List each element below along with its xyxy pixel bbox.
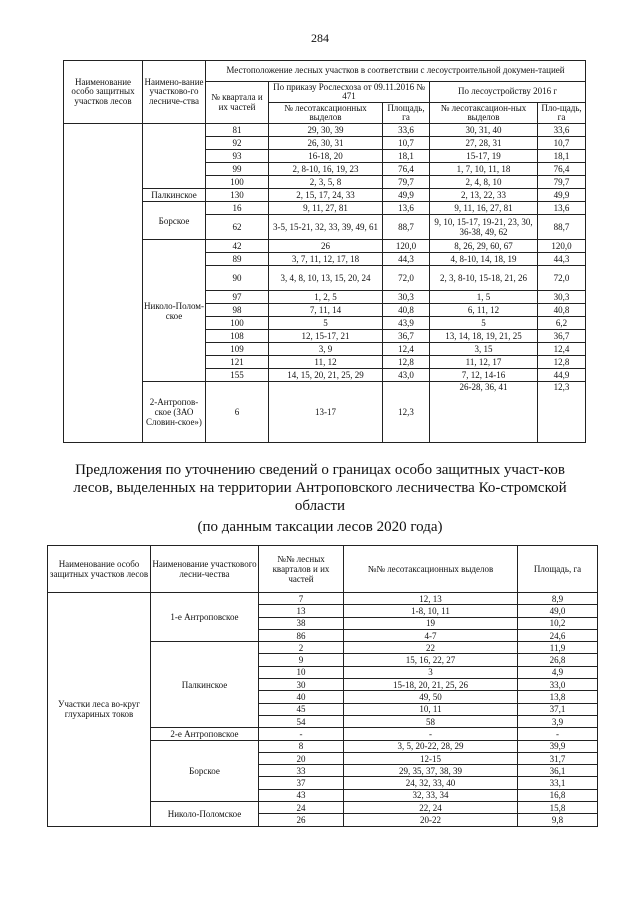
t1-plots: 3, 7, 11, 12, 17, 18 [269,253,383,266]
t2-quarter: 24 [259,802,344,814]
t2-forestry-cell: 2-е Антроповское [151,728,259,740]
t1-area: 72,0 [383,266,430,291]
t1-area: 88,7 [383,215,430,240]
t1-quarter: 100 [206,317,269,330]
t1-area2: 10,7 [538,137,586,150]
t1-forestry-cell: Николо-Поломское [143,240,206,382]
t1-area: 12,4 [383,343,430,356]
t1-plots2: 6, 11, 12 [430,304,538,317]
t2-forestry-cell: Борское [151,740,259,801]
t1-plots2: 15-17, 19 [430,150,538,163]
t2-category-cell: Участки леса во-круг глухариных токов [48,593,151,827]
t2-plots: 12, 13 [344,593,518,605]
t1-plots: 2, 8-10, 16, 19, 23 [269,163,383,176]
t1-area: 43,0 [383,369,430,382]
t1-area2: 33,6 [538,124,586,137]
t1-plots2: 27, 28, 31 [430,137,538,150]
t1-area: 76,4 [383,163,430,176]
t1-header-area2: Пло-щадь, га [538,103,586,124]
t1-header-name: Наименование особо защитных участков лесов [64,61,143,124]
t1-area2: 76,4 [538,163,586,176]
t2-area: - [518,728,598,740]
t1-area2: 88,7 [538,215,586,240]
t2-plots: 3, 5, 20-22, 28, 29 [344,740,518,752]
t2-area: 31,7 [518,752,598,764]
t2-plots: 10, 11 [344,703,518,715]
t2-plots: 4-7 [344,629,518,641]
t1-header-order: По приказу Рослесхоза от 09.11.2016 № 471 [269,82,430,103]
t1-plots2: 30, 31, 40 [430,124,538,137]
t1-plots: 12, 15-17, 21 [269,330,383,343]
t2-quarter: 54 [259,715,344,727]
t1-quarter: 155 [206,369,269,382]
t1-area2: 12,3 [538,382,586,443]
t2-area: 49,0 [518,605,598,617]
t2-quarter: 86 [259,629,344,641]
t1-plots: 5 [269,317,383,330]
t2-area: 13,8 [518,691,598,703]
t1-quarter: 89 [206,253,269,266]
t1-plots2: 5 [430,317,538,330]
t1-area: 10,7 [383,137,430,150]
t2-quarter: 10 [259,666,344,678]
t1-plots2: 2, 13, 22, 33 [430,189,538,202]
t1-area: 30,3 [383,291,430,304]
t2-area: 26,8 [518,654,598,666]
t1-area2: 79,7 [538,176,586,189]
t1-forestry-cell [143,124,206,189]
t1-area: 12,8 [383,356,430,369]
t1-plots2: 1, 7, 10, 11, 18 [430,163,538,176]
table-row [64,189,586,202]
t2-area: 37,1 [518,703,598,715]
t2-plots: 3 [344,666,518,678]
t2-area: 33,0 [518,679,598,691]
t2-quarter: 13 [259,605,344,617]
t2-area: 4,9 [518,666,598,678]
t2-plots: 58 [344,715,518,727]
t1-plots: 3, 9 [269,343,383,356]
t2-area: 24,6 [518,629,598,641]
t2-quarter: 40 [259,691,344,703]
t1-plots: 2, 3, 5, 8 [269,176,383,189]
t1-area: 18,1 [383,150,430,163]
t1-quarter: 130 [206,189,269,202]
t1-plots2: 1, 5 [430,291,538,304]
t1-area: 40,8 [383,304,430,317]
t2-area: 9,8 [518,814,598,826]
t2-plots: 20-22 [344,814,518,826]
t1-area: 49,9 [383,189,430,202]
t2-area: 36,1 [518,765,598,777]
page-number: 284 [311,31,329,45]
t2-plots: 32, 33, 34 [344,789,518,801]
t1-quarter: 92 [206,137,269,150]
t1-plots: 1, 2, 5 [269,291,383,304]
t2-area: 15,8 [518,802,598,814]
t2-header-name: Наименование особо защитных участков лесов [48,546,151,593]
t2-quarter: - [259,728,344,740]
t2-forestry-cell: Палкинское [151,642,259,728]
t1-plots2: 9, 11, 16, 27, 81 [430,202,538,215]
t2-quarter: 2 [259,642,344,654]
t1-plots: 11, 12 [269,356,383,369]
t2-plots: 15-18, 20, 21, 25, 26 [344,679,518,691]
t1-area: 79,7 [383,176,430,189]
t2-header-plots: №№ лесотаксационных выделов [344,546,518,593]
t2-plots: 1-8, 10, 11 [344,605,518,617]
t2-header-quarters: №№ лесных кварталов и их частей [259,546,344,593]
t1-area: 120,0 [383,240,430,253]
t2-area: 8,9 [518,593,598,605]
t1-area2: 49,9 [538,189,586,202]
t1-plots: 26 [269,240,383,253]
t2-header-area: Площадь, га [518,546,598,593]
table-row [48,593,598,605]
t1-header-plots: № лесотаксационных выделов [269,103,383,124]
t1-area2: 36,7 [538,330,586,343]
t1-plots2: 2, 4, 8, 10 [430,176,538,189]
table-row [64,202,586,215]
t1-plots2: 26-28, 36, 41 [430,382,538,443]
t1-area2: 12,8 [538,356,586,369]
t2-plots: 49, 50 [344,691,518,703]
t1-area2: 13,6 [538,202,586,215]
t1-plots2: 7, 12, 14-16 [430,369,538,382]
t1-header-plots2: № лесотаксацион-ных выделов [430,103,538,124]
t1-plots: 3, 4, 8, 10, 13, 15, 20, 24 [269,266,383,291]
t1-quarter: 90 [206,266,269,291]
t2-area: 33,1 [518,777,598,789]
t2-header-forestry: Наименование участкового лесни-чества [151,546,259,593]
t2-quarter: 45 [259,703,344,715]
t1-area2: 40,8 [538,304,586,317]
protected-areas-table [47,545,598,827]
t1-quarter: 100 [206,176,269,189]
table-row [64,124,586,137]
t1-plots2: 9, 10, 15-17, 19-21, 23, 30, 36-38, 49, 62 [430,215,538,240]
t1-area: 36,7 [383,330,430,343]
t1-plots: 2, 15, 17, 24, 33 [269,189,383,202]
t1-area2: 6,2 [538,317,586,330]
table-row [64,382,586,443]
t1-area2: 18,1 [538,150,586,163]
t1-header-area: Площадь, га [383,103,430,124]
t2-plots: 24, 32, 33, 40 [344,777,518,789]
t1-quarter: 109 [206,343,269,356]
t1-quarter: 121 [206,356,269,369]
t1-area2: 44,9 [538,369,586,382]
t1-plots2: 8, 26, 29, 60, 67 [430,240,538,253]
t2-plots: 22 [344,642,518,654]
t1-plots2: 3, 15 [430,343,538,356]
t2-plots: 29, 35, 37, 38, 39 [344,765,518,777]
section-heading: Предложения по уточнению сведений о границах особо защитных участ-ков лесов, выделенных на территории Антроповского лесничества Ко-стромской области [73,462,567,514]
t1-quarter: 42 [206,240,269,253]
t1-area: 44,3 [383,253,430,266]
t1-header-quarter: № квартала и их частей [206,82,269,124]
t2-quarter: 37 [259,777,344,789]
t1-quarter: 108 [206,330,269,343]
t1-quarter: 62 [206,215,269,240]
t1-plots: 7, 11, 14 [269,304,383,317]
t1-quarter: 97 [206,291,269,304]
t1-quarter: 98 [206,304,269,317]
t1-quarter: 93 [206,150,269,163]
t1-plots2: 13, 14, 18, 19, 21, 25 [430,330,538,343]
t2-quarter: 33 [259,765,344,777]
t1-area2: 120,0 [538,240,586,253]
t1-area2: 30,3 [538,291,586,304]
t1-plots: 29, 30, 39 [269,124,383,137]
t2-plots: 12-15 [344,752,518,764]
t1-area2: 12,4 [538,343,586,356]
t1-forestry-cell: Палкинское [143,189,206,202]
forest-location-table [63,60,586,443]
t1-forestry-cell: Борское [143,202,206,240]
t1-plots2: 2, 3, 8-10, 15-18, 21, 26 [430,266,538,291]
t1-header-location: Местоположение лесных участков в соответствии с лесоустроительной докумен-тацией [206,61,586,82]
t1-header-forestry: Наимено-вание участково-го лесниче-ства [143,61,206,124]
t1-quarter: 81 [206,124,269,137]
t2-plots: - [344,728,518,740]
t2-area: 16,8 [518,789,598,801]
t2-area: 3,9 [518,715,598,727]
t1-area: 12,3 [383,382,430,443]
t1-header-survey: По лесоустройству 2016 г [430,82,586,103]
t1-plots: 9, 11, 27, 81 [269,202,383,215]
t2-forestry-cell: 1-е Антроповское [151,593,259,642]
t1-plots2: 11, 12, 17 [430,356,538,369]
t2-forestry-cell: Николо-Поломское [151,802,259,827]
t2-plots: 22, 24 [344,802,518,814]
t2-quarter: 9 [259,654,344,666]
t1-area: 13,6 [383,202,430,215]
t1-plots: 13-17 [269,382,383,443]
t2-quarter: 7 [259,593,344,605]
t2-quarter: 26 [259,814,344,826]
t2-quarter: 43 [259,789,344,801]
t2-area: 39,9 [518,740,598,752]
t1-area2: 44,3 [538,253,586,266]
t1-plots: 26, 30, 31 [269,137,383,150]
t1-plots: 16-18, 20 [269,150,383,163]
t1-quarter: 16 [206,202,269,215]
t2-quarter: 8 [259,740,344,752]
t1-quarter: 99 [206,163,269,176]
t2-quarter: 38 [259,617,344,629]
t1-area: 33,6 [383,124,430,137]
t1-plots: 3-5, 15-21, 32, 33, 39, 49, 61 [269,215,383,240]
t1-area: 43,9 [383,317,430,330]
t1-forestry-cell: 2-Антропов-ское (ЗАО Словин-ское») [143,382,206,443]
t2-plots: 15, 16, 22, 27 [344,654,518,666]
t2-area: 10,2 [518,617,598,629]
t2-plots: 19 [344,617,518,629]
t1-category-cell [64,124,143,443]
t1-plots2: 4, 8-10, 14, 18, 19 [430,253,538,266]
t1-quarter: 6 [206,382,269,443]
t2-area: 11,9 [518,642,598,654]
t1-area2: 72,0 [538,266,586,291]
section-subheading: (по данным таксации лесов 2020 года) [197,519,443,535]
table-row [64,240,586,253]
t2-quarter: 20 [259,752,344,764]
t2-quarter: 30 [259,679,344,691]
t1-plots: 14, 15, 20, 21, 25, 29 [269,369,383,382]
